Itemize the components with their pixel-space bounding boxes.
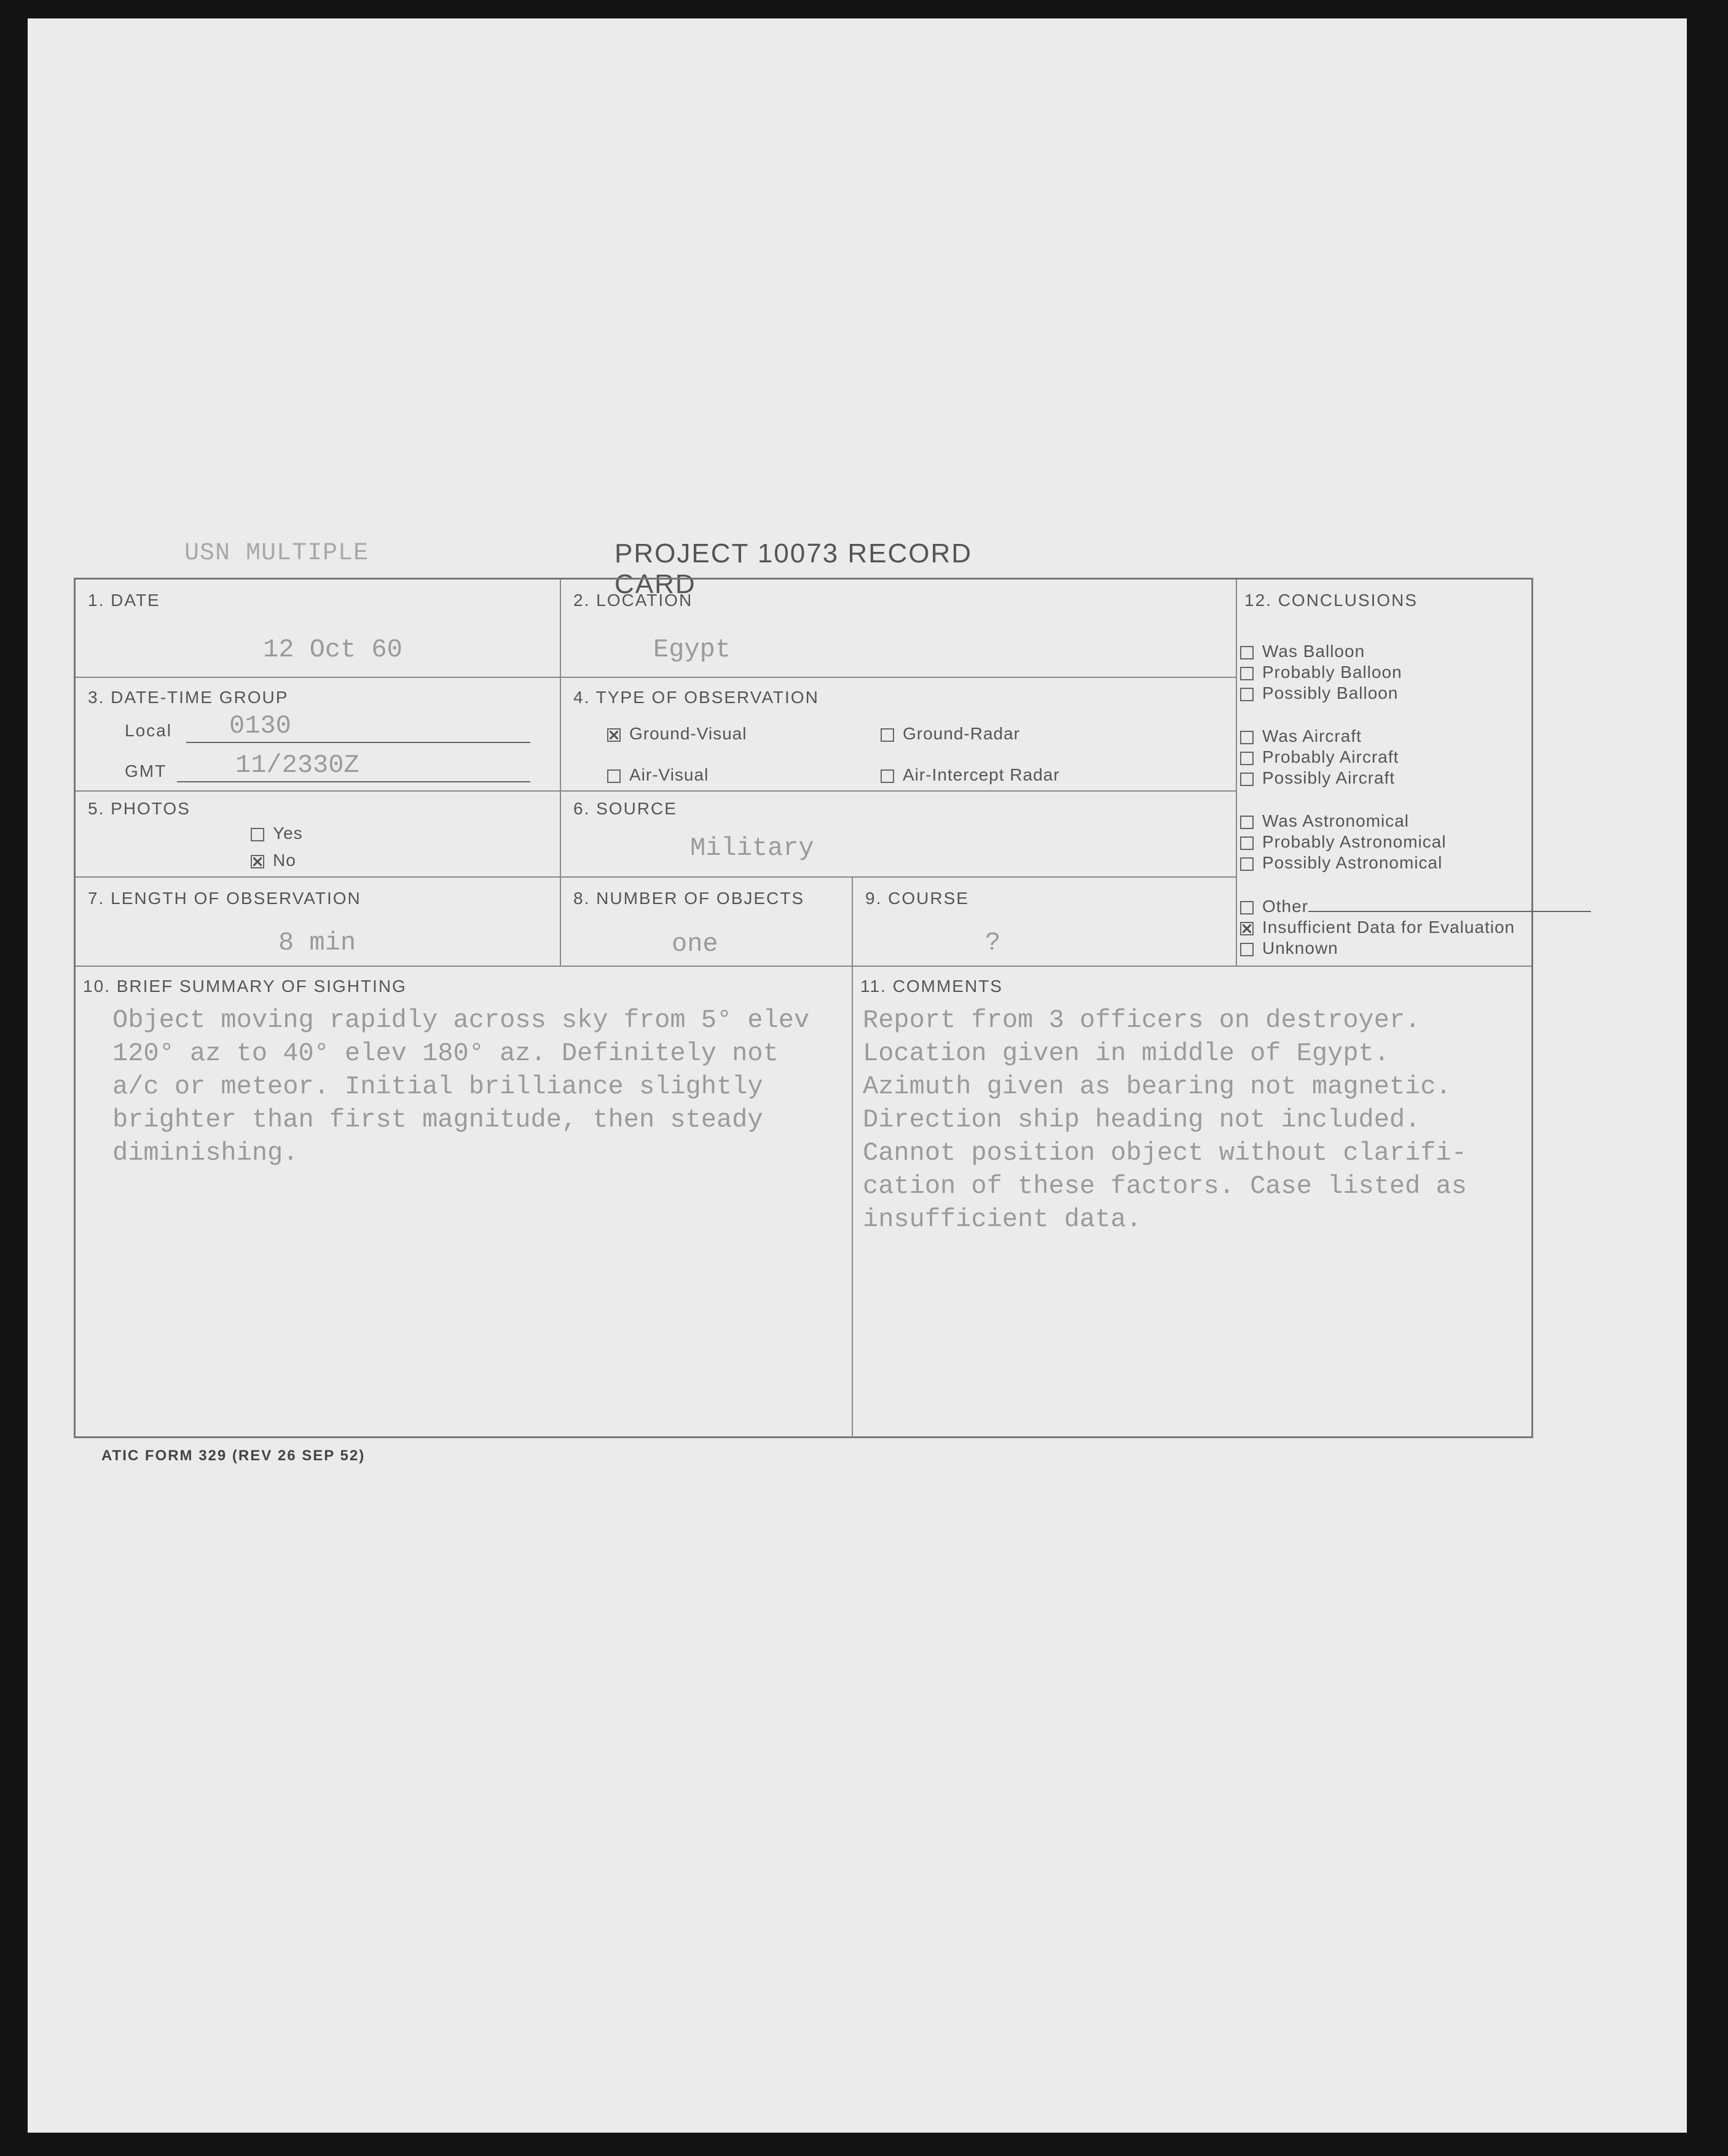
card-title: PROJECT 10073 RECORD CARD xyxy=(615,538,973,599)
length-value: 8 min xyxy=(278,928,356,958)
checkbox xyxy=(1240,646,1254,659)
conclusion-possibly-balloon[interactable]: Possibly Balloon xyxy=(1240,683,1535,704)
number-cell xyxy=(561,878,853,967)
checkbox xyxy=(607,728,621,742)
local-line xyxy=(186,742,530,743)
course-label: 9. COURSE xyxy=(865,889,969,908)
other-line xyxy=(1308,911,1591,912)
checkbox xyxy=(1240,688,1254,701)
photos-label: 5. PHOTOS xyxy=(88,799,190,818)
photos-option-yes[interactable]: Yes xyxy=(251,824,303,843)
length-cell xyxy=(76,878,561,967)
gmt-line xyxy=(177,781,530,782)
checkbox xyxy=(1240,667,1254,680)
date-value: 12 Oct 60 xyxy=(263,635,403,664)
comments-label: 11. COMMENTS xyxy=(860,977,1003,996)
conclusion-was-astronomical[interactable]: Was Astronomical xyxy=(1240,811,1535,832)
conclusion-insufficient-data[interactable]: Insufficient Data for Evaluation xyxy=(1240,917,1535,938)
checkbox xyxy=(881,728,894,742)
comments-cell xyxy=(853,967,1531,1438)
conclusions-label: 12. CONCLUSIONS xyxy=(1244,591,1418,610)
checkbox xyxy=(607,769,621,783)
number-value: one xyxy=(672,929,718,959)
checkbox xyxy=(251,828,264,841)
conclusion-probably-astronomical[interactable]: Probably Astronomical xyxy=(1240,832,1535,852)
conclusion-probably-aircraft[interactable]: Probably Aircraft xyxy=(1240,747,1535,768)
conclusion-was-balloon[interactable]: Was Balloon xyxy=(1240,641,1535,662)
checkbox xyxy=(1240,731,1254,744)
usn-stamp: USN MULTIPLE xyxy=(184,540,369,567)
conclusion-probably-balloon[interactable]: Probably Balloon xyxy=(1240,662,1535,683)
length-label: 7. LENGTH OF OBSERVATION xyxy=(88,889,361,908)
comments-text: Report from 3 officers on destroyer. Location given in middle of Egypt. Azimuth given as bearing not magnetic. Direction ship heading not included. Cannot position object without clarifi- cation of these factors. Case listed as insufficient data. xyxy=(863,1005,1467,1234)
checkbox xyxy=(881,769,894,783)
checkbox xyxy=(1240,943,1254,956)
course-value: ? xyxy=(985,928,1001,958)
checkbox xyxy=(251,855,264,868)
checkbox xyxy=(1240,773,1254,786)
location-value: Egypt xyxy=(653,635,731,664)
summary-label: 10. BRIEF SUMMARY OF SIGHTING xyxy=(83,977,407,996)
date-label: 1. DATE xyxy=(88,591,160,610)
conclusion-other[interactable]: Other xyxy=(1240,896,1535,917)
number-label: 8. NUMBER OF OBJECTS xyxy=(573,889,805,908)
form-footer: ATIC FORM 329 (REV 26 SEP 52) xyxy=(101,1447,366,1464)
summary-text: Object moving rapidly across sky from 5° elev 120° az to 40° elev 180° az. Definitely not a/c or meteor. Initial brilliance slightly brighter than first magnitude, then steady diminishing. xyxy=(112,1005,810,1168)
conclusion-unknown[interactable]: Unknown xyxy=(1240,938,1535,959)
photos-cell xyxy=(76,792,561,878)
gmt-label: GMT xyxy=(125,761,167,781)
type-option-air-visual[interactable]: Air-Visual xyxy=(607,765,709,785)
gmt-value: 11/2330Z xyxy=(235,750,359,780)
conclusion-possibly-aircraft[interactable]: Possibly Aircraft xyxy=(1240,768,1535,789)
type-label: 4. TYPE OF OBSERVATION xyxy=(573,688,819,707)
checkbox xyxy=(1240,901,1254,915)
dtg-cell xyxy=(76,678,561,792)
source-value: Military xyxy=(690,833,814,863)
dtg-label: 3. DATE-TIME GROUP xyxy=(88,688,289,707)
type-option-ground-radar[interactable]: Ground-Radar xyxy=(881,724,1020,744)
checkbox xyxy=(1240,836,1254,850)
date-cell xyxy=(76,580,561,678)
type-option-air-intercept-radar[interactable]: Air-Intercept Radar xyxy=(881,765,1060,785)
type-option-ground-visual[interactable]: Ground-Visual xyxy=(607,724,747,744)
local-label: Local xyxy=(125,721,172,740)
course-cell xyxy=(853,878,1237,967)
location-cell xyxy=(561,580,1237,678)
source-label: 6. SOURCE xyxy=(573,799,677,818)
conclusions-group-astronomical xyxy=(1240,811,1535,873)
checkbox xyxy=(1240,752,1254,765)
conclusions-group-aircraft xyxy=(1240,726,1535,789)
checkbox xyxy=(1240,857,1254,871)
local-value: 0130 xyxy=(229,711,291,741)
record-card xyxy=(74,578,1533,1438)
conclusion-possibly-astronomical[interactable]: Possibly Astronomical xyxy=(1240,852,1535,873)
summary-cell xyxy=(76,967,853,1438)
checkbox xyxy=(1240,816,1254,829)
source-cell xyxy=(561,792,1237,878)
photos-option-no[interactable]: No xyxy=(251,851,296,870)
conclusion-was-aircraft[interactable]: Was Aircraft xyxy=(1240,726,1535,747)
type-cell xyxy=(561,678,1237,792)
checkbox xyxy=(1240,922,1254,935)
conclusions-group-other xyxy=(1240,896,1535,959)
location-label: 2. LOCATION xyxy=(573,591,693,610)
conclusions-group-balloon xyxy=(1240,641,1535,704)
